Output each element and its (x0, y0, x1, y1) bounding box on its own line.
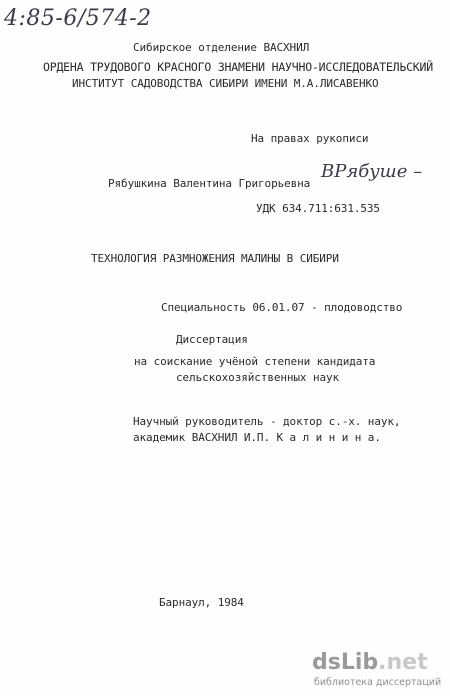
author-signature: ВРябуше – (321, 161, 423, 182)
department-name: Сибирское отделение ВАСХНИЛ (133, 41, 310, 54)
watermark-subtitle: библиотека диссертаций (314, 677, 442, 688)
place-and-year: Барнаул, 1984 (159, 596, 244, 609)
degree-line-1: на соискание учёной степени кандидата (134, 355, 376, 368)
degree-line-2: сельскохозяйственных наук (176, 371, 340, 384)
watermark-logo (312, 650, 428, 676)
watermark-logo-suffix: .net (378, 650, 428, 675)
supervisor-line-2: академик ВАСХНИЛ И.П. К а л и н и н а. (133, 431, 381, 444)
archive-number: 4:85-6/574-2 (4, 6, 152, 31)
site-watermark (312, 650, 442, 690)
dissertation-label: Диссертация (176, 333, 248, 346)
udc-code: УДК 634.711:631.535 (256, 202, 380, 215)
institute-name: ИНСТИТУТ САДОВОДСТВА СИБИРИ ИМЕНИ М.А.ЛИСАВЕНКО (72, 77, 379, 90)
order-line: ОРДЕНА ТРУДОВОГО КРАСНОГО ЗНАМЕНИ НАУЧНО-ИССЛЕДОВАТЕЛЬСКИЙ (43, 60, 433, 74)
manuscript-rights: На правах рукописи (251, 132, 369, 145)
supervisor-line-1: Научный руководитель - доктор с.-х. наук, (133, 415, 401, 428)
author-name: Рябушкина Валентина Григорьевна (108, 177, 311, 190)
specialty: Специальность 06.01.07 - плодоводство (161, 301, 403, 314)
watermark-logo-prefix: dsLib (312, 650, 379, 675)
dissertation-title: ТЕХНОЛОГИЯ РАЗМНОЖЕНИЯ МАЛИНЫ В СИБИРИ (91, 252, 339, 265)
